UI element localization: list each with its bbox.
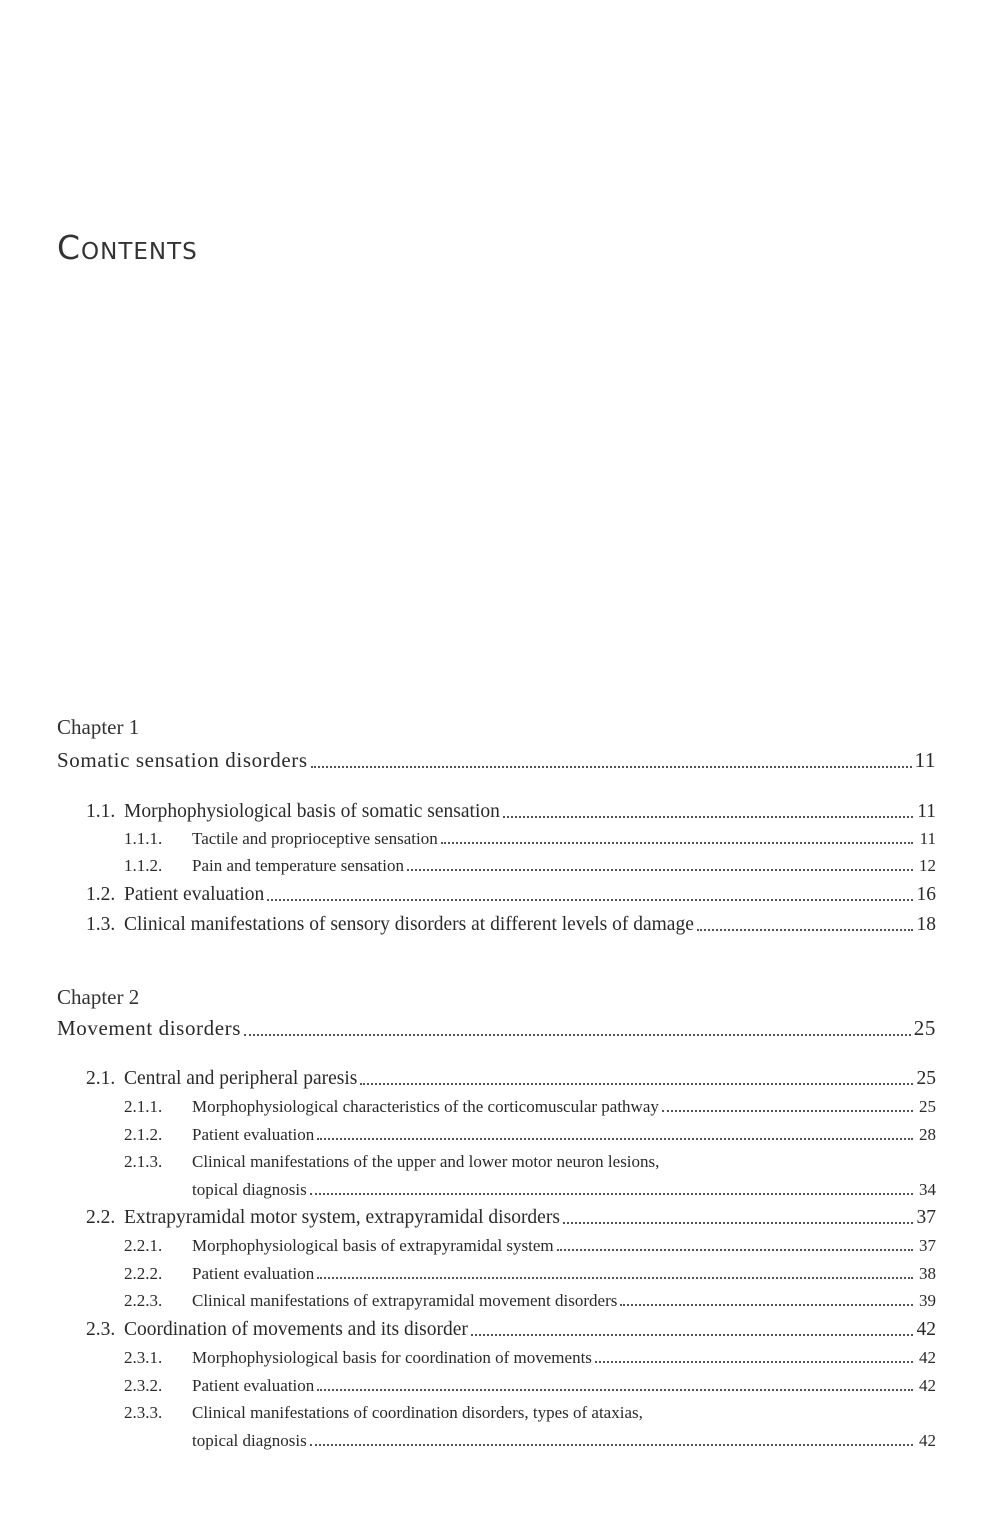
dot-leader bbox=[317, 1276, 913, 1279]
dot-leader bbox=[407, 868, 913, 871]
page-number: 42 bbox=[916, 1319, 936, 1340]
entry-text: Patient evaluation bbox=[124, 884, 265, 905]
dot-leader bbox=[267, 898, 913, 901]
toc-entry-subsection-first-line[interactable] bbox=[124, 1152, 659, 1172]
entry-text: Morphophysiological basis for coordination of movements bbox=[192, 1348, 592, 1367]
entry-number: 2.3.1. bbox=[124, 1348, 163, 1367]
dot-leader bbox=[595, 1360, 913, 1363]
entry-text: Clinical manifestations of sensory disorders at different levels of damage bbox=[124, 914, 694, 935]
dot-leader bbox=[360, 1082, 913, 1085]
page-number: 16 bbox=[916, 884, 936, 905]
entry-text: Central and peripheral paresis bbox=[124, 1068, 358, 1089]
page-number: 25 bbox=[919, 1097, 936, 1116]
toc-entry-section[interactable] bbox=[86, 1207, 936, 1229]
entry-text: Morphophysiological characteristics of the corticomuscular pathway bbox=[192, 1097, 659, 1116]
page-number: 34 bbox=[919, 1180, 936, 1199]
entry-number: 2.1. bbox=[86, 1068, 116, 1089]
toc-entry-subsection[interactable] bbox=[124, 1097, 936, 1117]
entry-number: 2.2.2. bbox=[124, 1264, 163, 1283]
toc-entry-subsection[interactable] bbox=[124, 1291, 936, 1311]
entry-text: Extrapyramidal motor system, extrapyramidal disorders bbox=[124, 1207, 560, 1228]
toc-entry-section[interactable] bbox=[86, 914, 936, 936]
chapter-title-row[interactable] bbox=[57, 1016, 936, 1041]
toc-entry-section[interactable] bbox=[86, 1319, 936, 1341]
chapter-title: Movement disorders bbox=[57, 1016, 242, 1040]
entry-text: Patient evaluation bbox=[192, 1125, 315, 1144]
dot-leader bbox=[317, 1137, 913, 1140]
toc-entry-subsection[interactable] bbox=[124, 1376, 936, 1396]
page-number: 11 bbox=[917, 801, 936, 822]
entry-number: 1.1.1. bbox=[124, 829, 163, 848]
chapter-label: Chapter 2 bbox=[57, 985, 140, 1009]
entry-number: 2.3.2. bbox=[124, 1376, 163, 1395]
page-number: 12 bbox=[919, 856, 936, 875]
entry-number: 2.1.3. bbox=[124, 1152, 163, 1171]
entry-text: Coordination of movements and its disorder bbox=[124, 1319, 468, 1340]
toc-entry-subsection[interactable] bbox=[124, 829, 936, 849]
dot-leader bbox=[310, 1443, 913, 1446]
page-number: 11 bbox=[919, 829, 936, 848]
chapter-label: Chapter 1 bbox=[57, 715, 140, 739]
dot-leader bbox=[310, 1192, 913, 1195]
page-title: Contents bbox=[57, 228, 198, 267]
entry-number: 1.3. bbox=[86, 914, 116, 935]
dot-leader bbox=[557, 1248, 913, 1251]
toc-entry-subsection[interactable] bbox=[124, 1125, 936, 1145]
chapter-title: Somatic sensation disorders bbox=[57, 748, 308, 772]
chapter-title-row[interactable] bbox=[57, 748, 936, 773]
toc-entry-continuation[interactable] bbox=[192, 1431, 936, 1451]
entry-number: 1.2. bbox=[86, 884, 116, 905]
toc-entry-section[interactable] bbox=[86, 801, 936, 823]
entry-text: Clinical manifestations of extrapyramidal movement disorders bbox=[192, 1291, 618, 1310]
toc-entry-subsection[interactable] bbox=[124, 1348, 936, 1368]
entry-text-continued: topical diagnosis bbox=[192, 1180, 307, 1199]
page-number: 25 bbox=[913, 1016, 936, 1040]
page-number: 37 bbox=[919, 1236, 936, 1255]
page-number: 42 bbox=[919, 1376, 936, 1395]
page-number: 18 bbox=[916, 914, 936, 935]
dot-leader bbox=[697, 928, 913, 931]
page-number: 38 bbox=[919, 1264, 936, 1283]
dot-leader bbox=[311, 765, 912, 768]
toc-entry-section[interactable] bbox=[86, 1068, 936, 1090]
entry-text: Clinical manifestations of coordination disorders, types of ataxias, bbox=[192, 1403, 643, 1422]
page-number: 11 bbox=[914, 748, 936, 772]
entry-number: 1.1.2. bbox=[124, 856, 163, 875]
entry-number: 2.2. bbox=[86, 1207, 116, 1228]
toc-entry-subsection-first-line[interactable] bbox=[124, 1403, 643, 1423]
page-number: 42 bbox=[919, 1348, 936, 1367]
page-number: 37 bbox=[916, 1207, 936, 1228]
entry-number: 2.3.3. bbox=[124, 1403, 163, 1422]
dot-leader bbox=[503, 815, 913, 818]
page-number: 42 bbox=[919, 1431, 936, 1450]
entry-number: 2.1.1. bbox=[124, 1097, 163, 1116]
entry-text: Clinical manifestations of the upper and lower motor neuron lesions, bbox=[192, 1152, 660, 1171]
dot-leader bbox=[662, 1109, 913, 1112]
toc-entry-subsection[interactable] bbox=[124, 1264, 936, 1284]
entry-number: 2.2.1. bbox=[124, 1236, 163, 1255]
entry-text: Pain and temperature sensation bbox=[192, 856, 404, 875]
entry-text: Tactile and proprioceptive sensation bbox=[192, 829, 438, 848]
entry-number: 1.1. bbox=[86, 801, 116, 822]
entry-text-continued: topical diagnosis bbox=[192, 1431, 307, 1450]
toc-entry-subsection[interactable] bbox=[124, 856, 936, 876]
page-number: 25 bbox=[916, 1068, 936, 1089]
entry-text: Patient evaluation bbox=[192, 1264, 315, 1283]
entry-number: 2.3. bbox=[86, 1319, 116, 1340]
toc-entry-subsection[interactable] bbox=[124, 1236, 936, 1256]
page-number: 28 bbox=[919, 1125, 936, 1144]
dot-leader bbox=[563, 1221, 913, 1224]
toc-entry-continuation[interactable] bbox=[192, 1180, 936, 1200]
entry-text: Morphophysiological basis of extrapyramidal system bbox=[192, 1236, 554, 1255]
page-number: 39 bbox=[919, 1291, 936, 1310]
dot-leader bbox=[471, 1333, 913, 1336]
dot-leader bbox=[620, 1303, 913, 1306]
entry-number: 2.1.2. bbox=[124, 1125, 163, 1144]
dot-leader bbox=[317, 1388, 913, 1391]
toc-entry-section[interactable] bbox=[86, 884, 936, 906]
entry-text: Morphophysiological basis of somatic sensation bbox=[124, 801, 500, 822]
dot-leader bbox=[441, 841, 913, 844]
dot-leader bbox=[244, 1033, 911, 1036]
entry-number: 2.2.3. bbox=[124, 1291, 163, 1310]
entry-text: Patient evaluation bbox=[192, 1376, 315, 1395]
